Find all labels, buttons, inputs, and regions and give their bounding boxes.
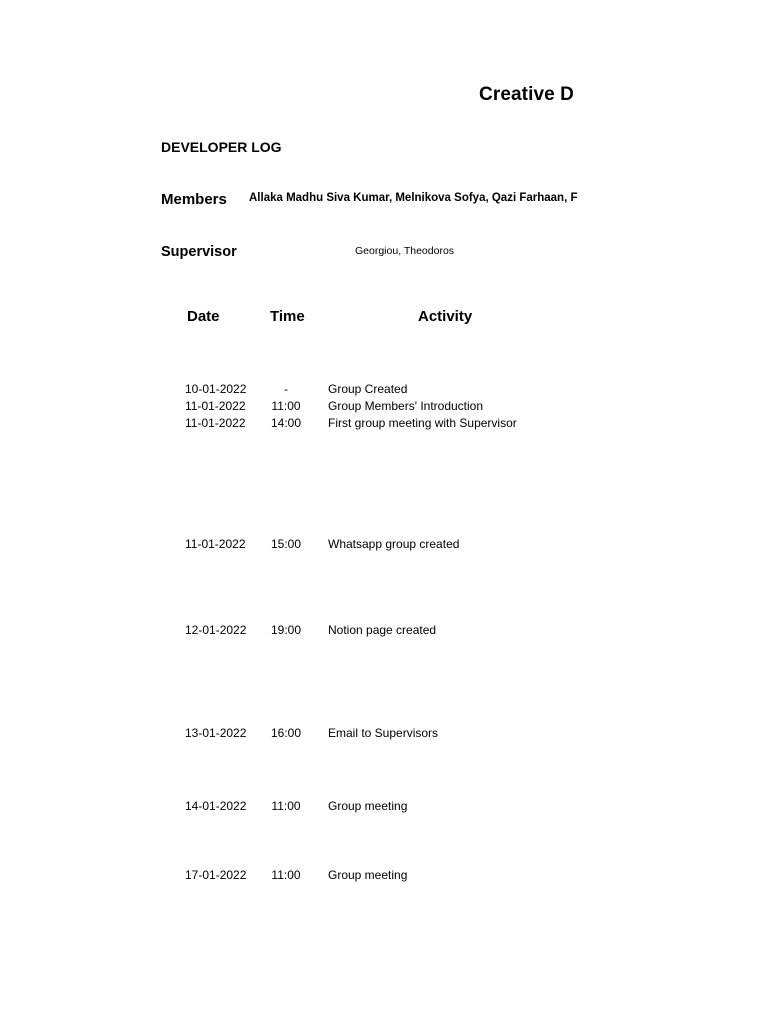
row-date: 13-01-2022 xyxy=(185,726,247,740)
table-row xyxy=(0,416,564,432)
column-header-time: Time xyxy=(270,308,305,325)
row-activity: Group meeting xyxy=(328,868,408,882)
row-date: 14-01-2022 xyxy=(185,799,247,813)
row-time: 11:00 xyxy=(271,799,301,813)
members-label: Members xyxy=(161,191,227,208)
row-date: 11-01-2022 xyxy=(185,537,246,551)
row-date: 10-01-2022 xyxy=(185,382,247,396)
row-time: 11:00 xyxy=(271,399,301,413)
table-row xyxy=(0,868,564,884)
row-time: 15:00 xyxy=(270,537,302,551)
row-date: 11-01-2022 xyxy=(185,416,246,430)
column-header-activity: Activity xyxy=(418,308,473,325)
row-date: 12-01-2022 xyxy=(185,623,247,637)
developer-log-heading: DEVELOPER LOG xyxy=(161,139,282,155)
table-row xyxy=(0,382,564,398)
row-time: 14:00 xyxy=(270,416,302,430)
row-activity: Group meeting xyxy=(328,799,408,813)
table-row xyxy=(0,623,564,639)
row-activity: First group meeting with Supervisor xyxy=(328,416,517,430)
row-activity: Group Members' Introduction xyxy=(328,399,484,413)
table-row xyxy=(0,726,564,742)
table-row xyxy=(0,799,564,815)
table-row xyxy=(0,537,564,553)
row-activity: Group Created xyxy=(328,382,408,396)
document-title: Creative D xyxy=(479,84,574,105)
row-time: 19:00 xyxy=(270,623,302,637)
row-time: - xyxy=(284,382,288,396)
column-header-date: Date xyxy=(187,308,220,325)
row-activity: Notion page created xyxy=(328,623,437,637)
row-time: 11:00 xyxy=(271,868,301,882)
row-time: 16:00 xyxy=(270,726,302,740)
supervisor-value: Georgiou, Theodoros xyxy=(355,245,455,257)
row-date: 11-01-2022 xyxy=(185,399,246,413)
table-row xyxy=(0,399,564,415)
supervisor-label: Supervisor xyxy=(161,244,237,260)
row-activity: Whatsapp group created xyxy=(328,537,460,551)
row-activity: Email to Supervisors xyxy=(328,726,439,740)
members-value: Allaka Madhu Siva Kumar, Melnikova Sofya, Qazi Farhaan, F xyxy=(249,192,578,204)
row-date: 17-01-2022 xyxy=(185,868,247,882)
